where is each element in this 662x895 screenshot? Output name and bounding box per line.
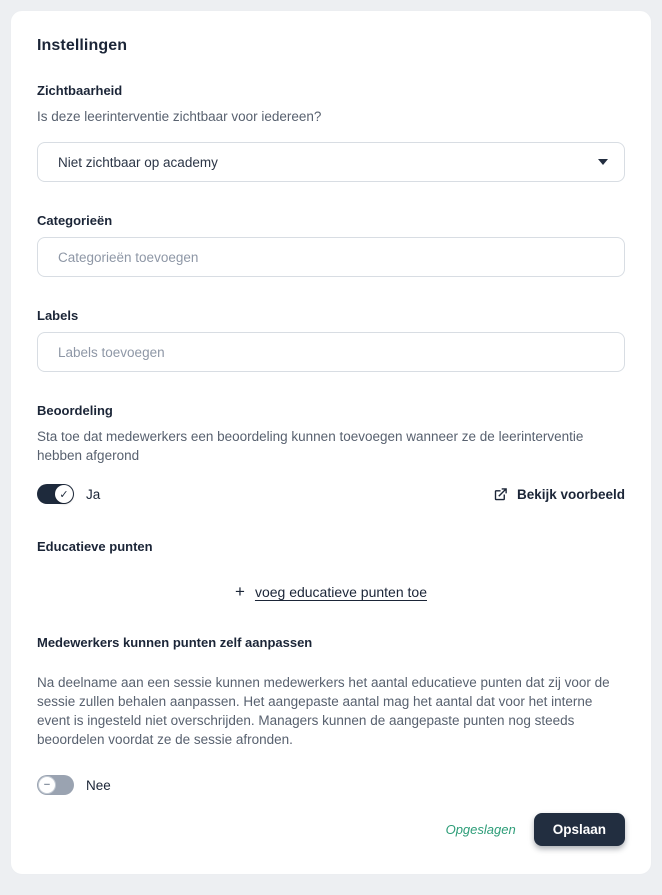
- minus-icon: −: [38, 776, 56, 794]
- check-icon: ✓: [55, 485, 73, 503]
- review-heading: Beoordeling: [37, 403, 113, 418]
- self-adjust-description: Na deelname aan een sessie kunnen medewerkers het aantal educatieve punten dat zij voor de sessie zullen behalen aanpassen. Het aangepaste aantal mag het aantal dat voor het interne event is ingesteld niet overschrijden. Managers kunnen de aangepaste punten nog steeds beoordelen voordat ze de sessie afronden.: [37, 675, 610, 747]
- footer-actions: [37, 813, 625, 850]
- save-button[interactable]: Opslaan: [534, 813, 625, 846]
- categories-input[interactable]: [37, 237, 625, 277]
- preview-link[interactable]: [493, 487, 625, 502]
- visibility-heading: Zichtbaarheid: [37, 83, 123, 98]
- visibility-selected-value: Niet zichtbaar op academy: [58, 154, 218, 170]
- settings-card: [10, 10, 652, 875]
- saved-status: Opgeslagen: [445, 822, 516, 837]
- add-educational-points-label: voeg educatieve punten toe: [254, 583, 427, 600]
- plus-icon: +: [235, 582, 245, 601]
- review-description: Sta toe dat medewerkers een beoordeling kunnen toevoegen wanneer ze de leerinterventie hebben afgerond: [37, 429, 584, 463]
- section-categories: [37, 213, 625, 308]
- visibility-select[interactable]: [37, 142, 625, 182]
- review-toggle-group: [37, 484, 100, 504]
- section-review: [37, 403, 625, 504]
- preview-link-label: Bekijk voorbeeld: [516, 486, 625, 502]
- review-toggle-row: [37, 484, 625, 504]
- self-adjust-toggle-label: Nee: [86, 777, 111, 793]
- self-adjust-toggle[interactable]: [37, 775, 74, 795]
- review-toggle-label: Ja: [86, 486, 101, 502]
- add-educational-points-link[interactable]: [37, 583, 625, 600]
- section-educational-points: [37, 539, 625, 600]
- review-toggle[interactable]: [37, 484, 74, 504]
- categories-heading: Categorieën: [37, 213, 113, 228]
- educational-points-heading: Educatieve punten: [37, 539, 153, 554]
- section-self-adjust: [37, 635, 625, 795]
- section-labels: [37, 308, 625, 403]
- labels-input[interactable]: [37, 332, 625, 372]
- external-link-icon: [493, 487, 508, 502]
- page-title: Instellingen: [37, 37, 128, 54]
- chevron-down-icon: [598, 159, 608, 165]
- labels-heading: Labels: [37, 308, 79, 323]
- section-visibility: [37, 83, 625, 213]
- visibility-question: Is deze leerinterventie zichtbaar voor iedereen?: [37, 109, 322, 124]
- self-adjust-toggle-group: [37, 775, 625, 795]
- self-adjust-heading: Medewerkers kunnen punten zelf aanpassen: [37, 635, 313, 650]
